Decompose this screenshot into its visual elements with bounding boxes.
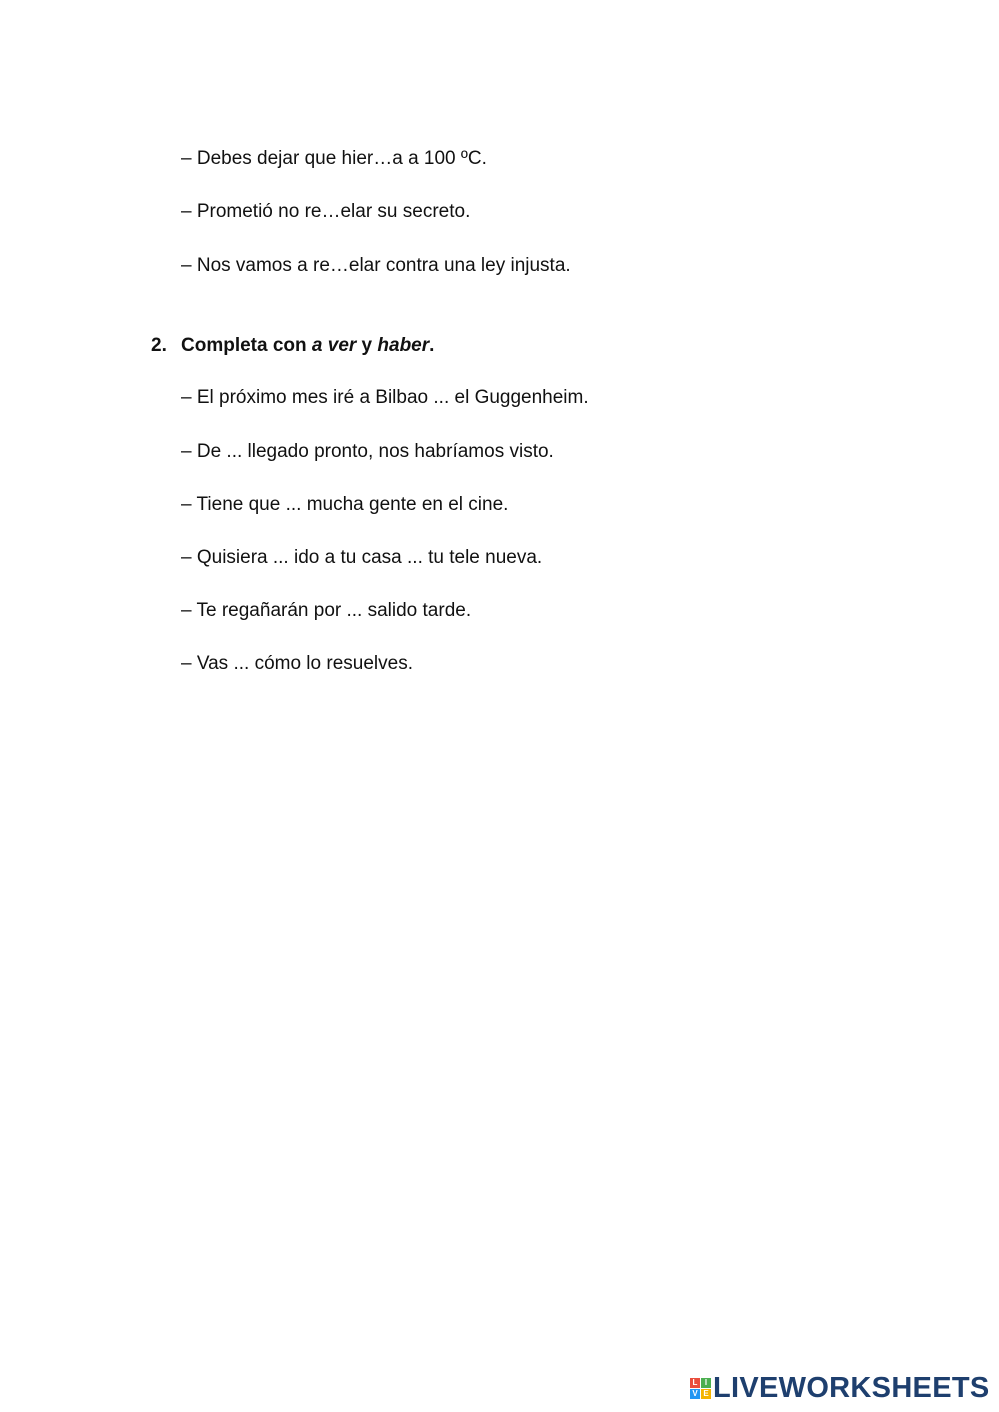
heading-emphasis: a ver xyxy=(311,335,357,356)
exercise-line: – Prometió no re…elar su secreto. xyxy=(181,201,471,222)
logo-mark-icon xyxy=(690,1378,711,1399)
exercise-line: – Vas ... cómo lo resuelves. xyxy=(181,653,413,674)
logo-tile: I xyxy=(701,1378,711,1388)
logo-tile: V xyxy=(690,1389,700,1399)
exercise-line: – El próximo mes iré a Bilbao ... el Guggenheim. xyxy=(181,387,589,408)
exercise-line: – Te regañarán por ... salido tarde. xyxy=(181,600,472,621)
heading-text: Completa con xyxy=(181,335,312,356)
heading-emphasis: haber xyxy=(377,335,430,356)
heading-text: y xyxy=(356,335,378,356)
liveworksheets-logo xyxy=(690,1373,990,1403)
exercise-line: – Debes dejar que hier…a a 100 ºC. xyxy=(181,148,487,169)
exercise-heading xyxy=(151,334,434,358)
exercise-line: – Tiene que ... mucha gente en el cine. xyxy=(181,494,509,515)
heading-text: . xyxy=(429,335,435,356)
logo-text: LIVEWORKSHEETS xyxy=(713,1371,990,1404)
exercise-line: – Quisiera ... ido a tu casa ... tu tele nueva. xyxy=(181,547,543,568)
logo-tile: E xyxy=(701,1389,711,1399)
exercise-line: – Nos vamos a re…elar contra una ley injusta. xyxy=(181,255,571,276)
exercise-number: 2. xyxy=(151,335,167,356)
logo-tile: L xyxy=(690,1378,700,1388)
exercise-line: – De ... llegado pronto, nos habríamos visto. xyxy=(181,441,554,462)
